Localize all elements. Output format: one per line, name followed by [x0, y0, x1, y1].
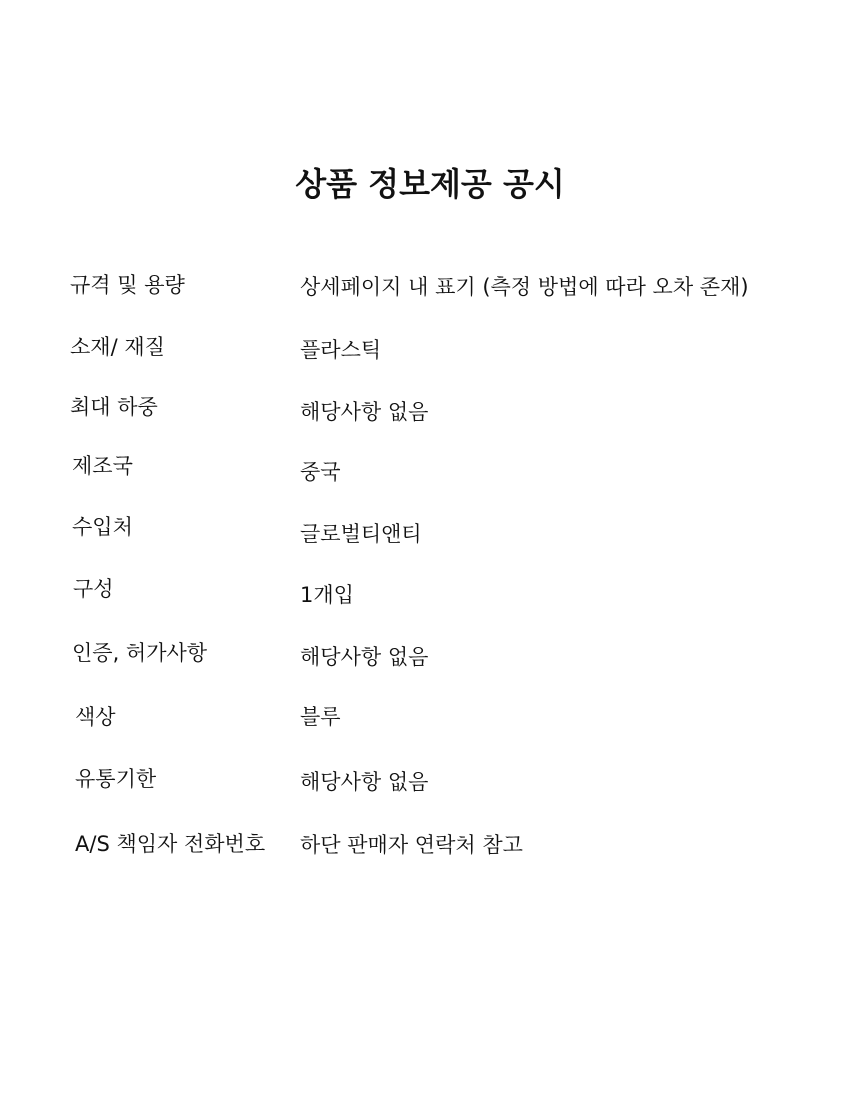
row-value: 해당사항 없음 — [300, 400, 429, 424]
row-label: A/S 책임자 전화번호 — [75, 832, 266, 856]
info-row-color — [0, 702, 860, 742]
row-label: 인증, 허가사항 — [72, 641, 208, 665]
row-value: 블루 — [300, 705, 341, 729]
row-label: 제조국 — [72, 454, 133, 478]
row-value: 글로벌티앤티 — [300, 522, 422, 546]
info-row-importer — [0, 512, 860, 552]
info-row-expiry — [0, 764, 860, 804]
row-value: 하단 판매자 연락처 참고 — [300, 833, 523, 857]
row-label: 색상 — [75, 705, 116, 729]
row-value: 중국 — [300, 460, 341, 484]
row-value: 상세페이지 내 표기 (측정 방법에 따라 오차 존재) — [300, 275, 749, 299]
info-row-spec — [0, 270, 860, 310]
row-value: 해당사항 없음 — [300, 770, 429, 794]
row-value: 플라스틱 — [300, 338, 382, 362]
row-label: 최대 하중 — [70, 395, 158, 419]
info-row-composition — [0, 574, 860, 614]
info-row-max-load — [0, 392, 860, 432]
page-title: 상품 정보제공 공시 — [295, 165, 565, 203]
info-row-country — [0, 451, 860, 491]
info-row-as-contact — [0, 829, 860, 869]
info-row-material — [0, 332, 860, 372]
row-label: 수입처 — [72, 515, 133, 539]
row-label: 유통기한 — [75, 767, 157, 791]
info-row-certification — [0, 638, 860, 678]
row-label: 구성 — [73, 577, 114, 601]
row-label: 규격 및 용량 — [70, 273, 185, 297]
row-value: 해당사항 없음 — [300, 645, 429, 669]
row-value: 1개입 — [300, 583, 354, 607]
row-label: 소재/ 재질 — [70, 335, 165, 359]
